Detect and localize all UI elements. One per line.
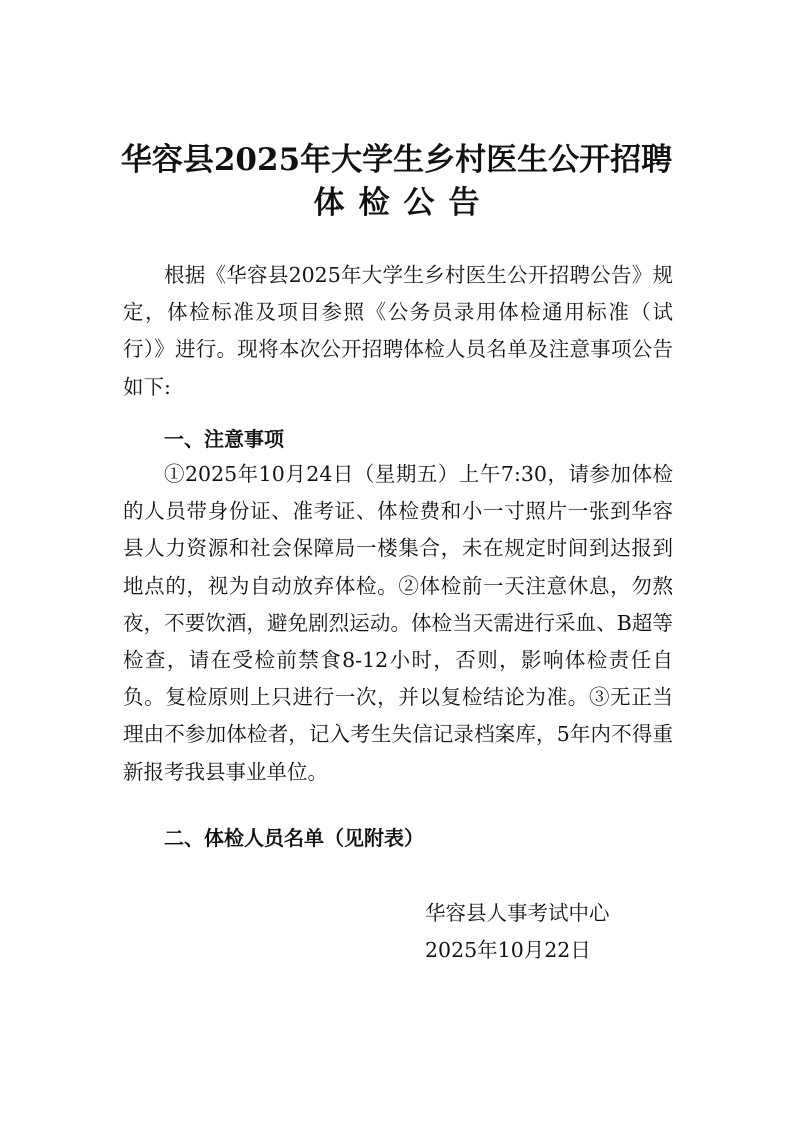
- document-subtitle: 体检公告: [313, 185, 494, 221]
- signature-organization: 华容县人事考试中心: [425, 901, 610, 925]
- document-title: 华容县2025年大学生乡村医生公开招聘: [120, 142, 673, 178]
- intro-paragraph: 根据《华容县2025年大学生乡村医生公开招聘公告》规定，体检标准及项目参照《公务员录用体检通用标准（试行）》进行。现将本次公开招聘体检人员名单及注意事项公告如下:: [123, 263, 673, 399]
- signature-date: 2025年10月22日: [425, 938, 591, 962]
- notes-paragraph: ①2025年10月24日（星期五）上午7:30，请参加体检的人员带身份证、准考证、体检费和小一寸照片一张到华容县人力资源和社会保障局一楼集合，未在规定时间到达报到地点的，视为自动放弃体检。②体检前一天注意休息，勿熬夜，不要饮酒，避免剧烈运动。体检当天需进行采血、B超等检查，请在受检前禁食8-12小时，否则，影响体检责任自负。复检原则上只进行一次，并以复检结论为准。③无正当理由不参加体检者，记入考生失信记录档案库，5年内不得重新报考我县事业单位。: [123, 462, 673, 784]
- section-heading-list: 二、体检人员名单（见附表）: [164, 826, 424, 850]
- section-heading-notes: 一、注意事项: [164, 427, 284, 451]
